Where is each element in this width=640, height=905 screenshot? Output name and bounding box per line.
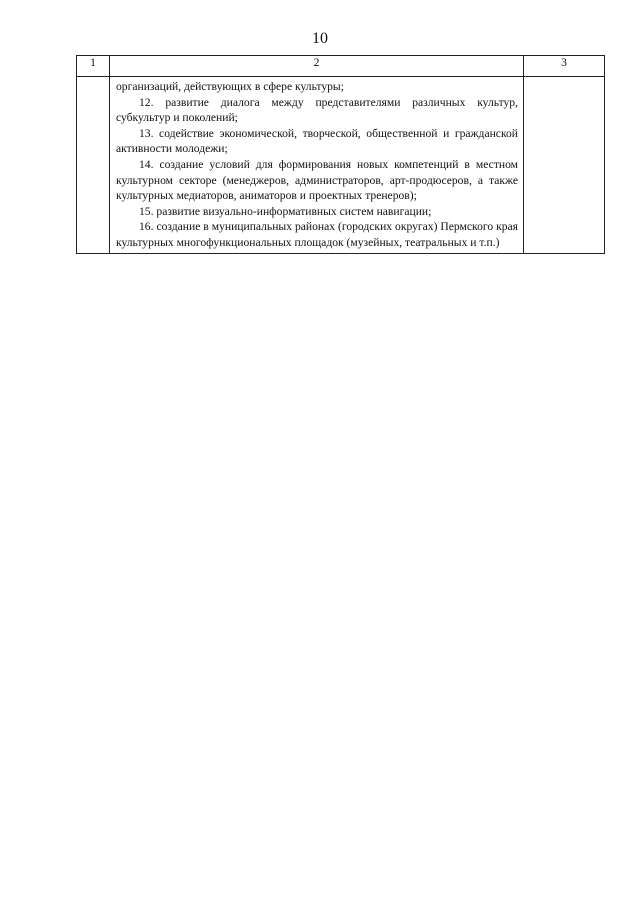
list-item-12: 12. развитие диалога между представителями различных культур, субкультур и поколений; xyxy=(116,95,518,125)
list-item-13: 13. содействие экономической, творческой, общественной и гражданской активности молодежи; xyxy=(116,126,518,156)
list-item-15: 15. развитие визуально-информативных систем навигации; xyxy=(139,204,432,218)
document-table xyxy=(76,55,605,254)
table-header-row xyxy=(77,56,605,77)
table-row xyxy=(77,77,605,254)
page-number: 10 xyxy=(312,30,328,47)
header-cell-1: 1 xyxy=(77,56,110,77)
row-cell-2 xyxy=(110,77,524,254)
row-cell-3 xyxy=(524,77,605,254)
list-item-continuation: организаций, действующих в сфере культуры; xyxy=(116,80,344,93)
header-cell-3: 3 xyxy=(524,56,605,77)
list-item-14: 14. создание условий для формирования новых компетенций в местном культурном секторе (менеджеров, администраторов, арт-продюсеров, а также культурных медиаторов, аниматоров и проектных тренеров); xyxy=(116,157,518,203)
list-item-16: 16. создание в муниципальных районах (городских округах) Пермского края культурных многофункциональных площадок (музейных, театральных и т.п.) xyxy=(116,220,518,249)
header-cell-2: 2 xyxy=(110,56,524,77)
row-cell-1 xyxy=(77,77,110,254)
